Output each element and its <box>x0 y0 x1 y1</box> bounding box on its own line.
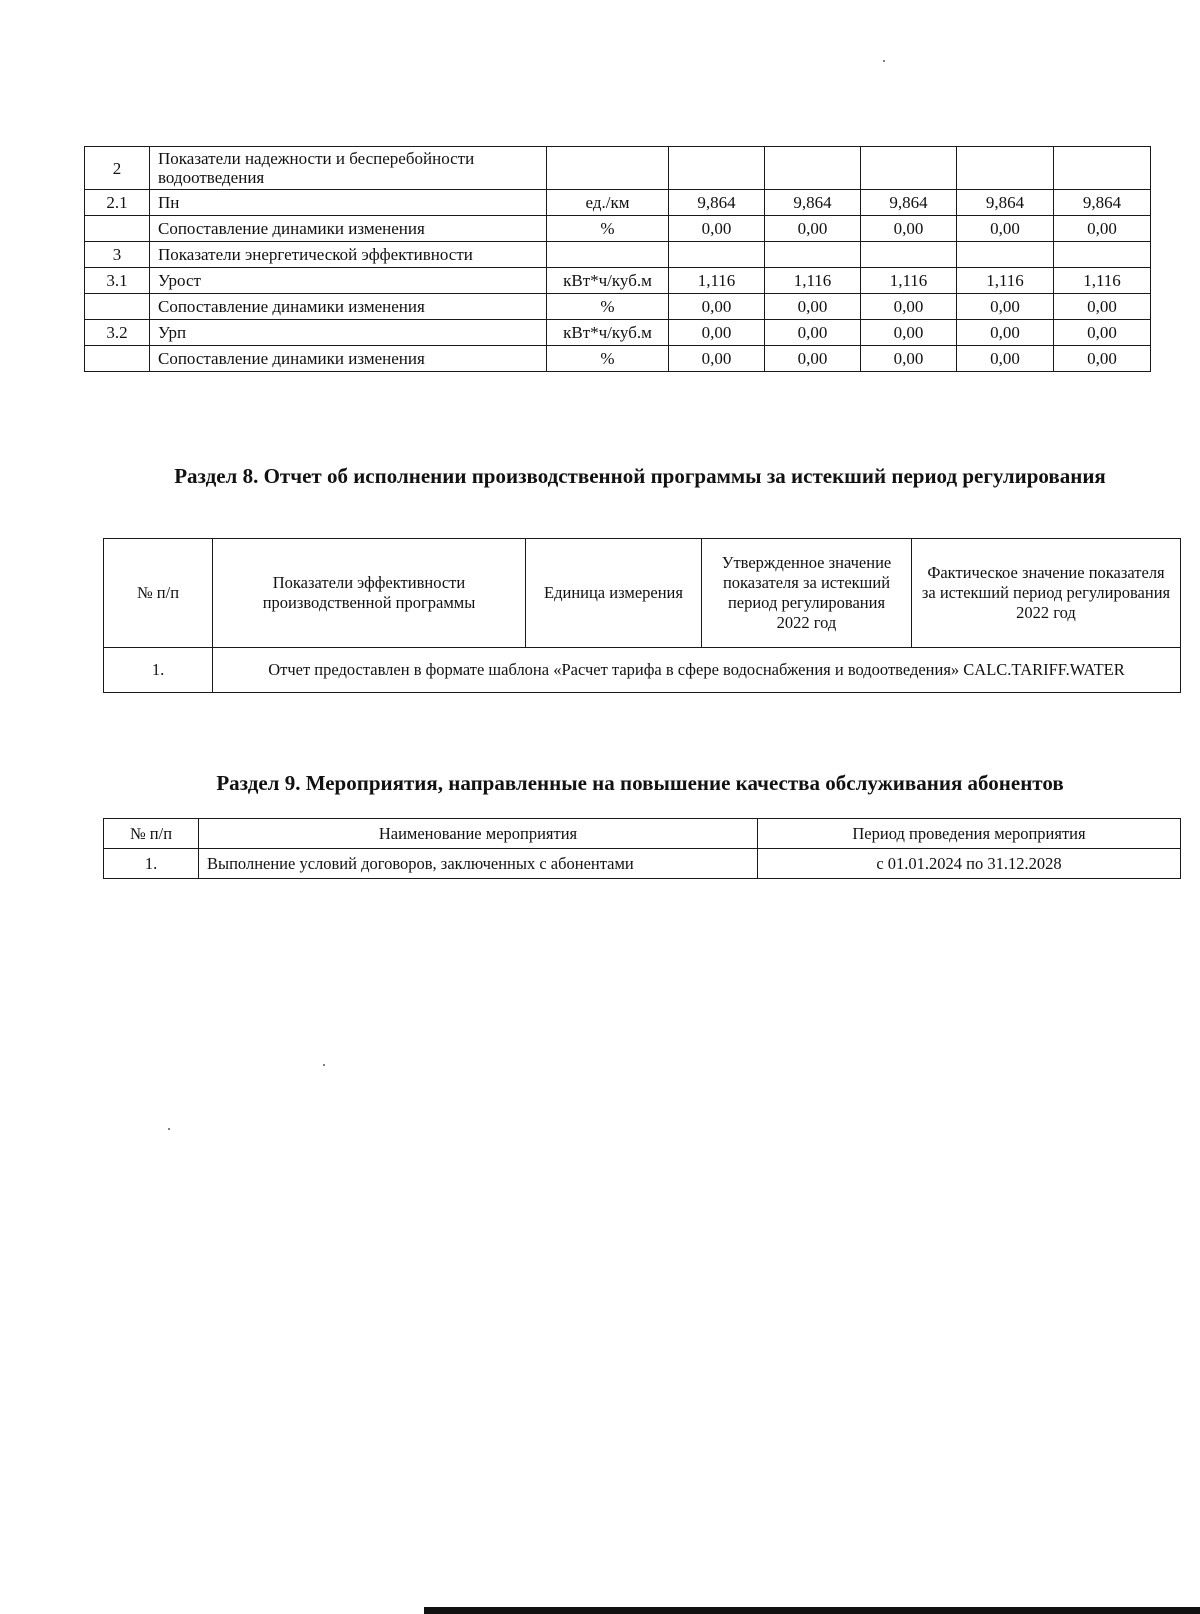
scan-edge-bar <box>424 1607 1200 1614</box>
scan-speck <box>168 1128 170 1130</box>
row-number: 3 <box>85 242 150 268</box>
header-num: № п/п <box>104 819 199 849</box>
row-name: Показатели энергетической эффективности <box>150 242 547 268</box>
table-row <box>85 190 1151 216</box>
row-name: Сопоставление динамики изменения <box>150 346 547 372</box>
row-value: 9,864 <box>861 190 957 216</box>
row-value: 1,116 <box>957 268 1054 294</box>
section-9-heading: Раздел 9. Мероприятия, направленные на повышение качества обслуживания абонентов <box>216 771 1064 795</box>
row-name: Сопоставление динамики изменения <box>150 294 547 320</box>
row-value: 0,00 <box>669 294 765 320</box>
row-number <box>85 216 150 242</box>
section-8-heading: Раздел 8. Отчет об исполнении производственной программы за истекший период регулирования <box>174 464 1106 488</box>
row-value: 1,116 <box>765 268 861 294</box>
indicators-table <box>84 146 1151 372</box>
row-name: Урост <box>150 268 547 294</box>
row-value: 0,00 <box>1054 216 1151 242</box>
row-value <box>669 147 765 190</box>
row-value: 9,864 <box>669 190 765 216</box>
row-value: 1,116 <box>1054 268 1151 294</box>
row-value <box>1054 147 1151 190</box>
table-row <box>85 320 1151 346</box>
row-value: 1,116 <box>861 268 957 294</box>
table-row <box>85 268 1151 294</box>
row-value: 0,00 <box>765 346 861 372</box>
scan-speck <box>323 1064 325 1066</box>
table-row <box>85 216 1151 242</box>
table-row <box>85 147 1151 190</box>
row-value: 0,00 <box>1054 346 1151 372</box>
row-value: 9,864 <box>957 190 1054 216</box>
row-value: 0,00 <box>1054 320 1151 346</box>
table-row <box>104 648 1181 693</box>
table-header-row <box>104 819 1181 849</box>
row-number: 2 <box>85 147 150 190</box>
row-value: 0,00 <box>765 216 861 242</box>
row-value: 0,00 <box>765 320 861 346</box>
row-value: 9,864 <box>765 190 861 216</box>
row-unit: % <box>547 294 669 320</box>
row-value: 0,00 <box>669 216 765 242</box>
report-note: Отчет предоставлен в формате шаблона «Расчет тарифа в сфере водоснабжения и водоотведения» CALC.TARIFF.WATER <box>213 648 1181 693</box>
row-value: 0,00 <box>765 294 861 320</box>
row-value: 0,00 <box>669 346 765 372</box>
row-name: Показатели надежности и бесперебойности водоотведения <box>150 147 547 190</box>
table-row <box>85 242 1151 268</box>
table-row <box>85 346 1151 372</box>
row-value: 0,00 <box>861 346 957 372</box>
row-value: 0,00 <box>669 320 765 346</box>
row-unit: кВт*ч/куб.м <box>547 320 669 346</box>
header-actual: Фактическое значение показателя за истекший период регулирования 2022 год <box>912 539 1181 648</box>
row-number <box>85 294 150 320</box>
row-number: 2.1 <box>85 190 150 216</box>
row-value: 0,00 <box>957 320 1054 346</box>
row-value: 0,00 <box>861 320 957 346</box>
row-value <box>765 242 861 268</box>
header-num: № п/п <box>104 539 213 648</box>
row-number: 3.1 <box>85 268 150 294</box>
row-value <box>861 242 957 268</box>
row-value <box>861 147 957 190</box>
row-number <box>85 346 150 372</box>
row-value <box>957 147 1054 190</box>
header-unit: Единица измерения <box>526 539 702 648</box>
row-name: Урп <box>150 320 547 346</box>
header-measure-name: Наименование мероприятия <box>199 819 758 849</box>
measure-period: с 01.01.2024 по 31.12.2028 <box>758 849 1181 879</box>
row-value: 0,00 <box>861 216 957 242</box>
production-program-report-table <box>103 538 1181 693</box>
table-header-row <box>104 539 1181 648</box>
row-name: Сопоставление динамики изменения <box>150 216 547 242</box>
row-value: 0,00 <box>861 294 957 320</box>
row-value <box>765 147 861 190</box>
row-unit: % <box>547 346 669 372</box>
row-unit <box>547 147 669 190</box>
row-unit: % <box>547 216 669 242</box>
row-unit: кВт*ч/куб.м <box>547 268 669 294</box>
row-value: 0,00 <box>1054 294 1151 320</box>
row-number: 1. <box>104 648 213 693</box>
row-number: 1. <box>104 849 199 879</box>
row-value <box>1054 242 1151 268</box>
row-value <box>957 242 1054 268</box>
row-value: 0,00 <box>957 346 1054 372</box>
header-approved: Утвержденное значение показателя за истекший период регулирования 2022 год <box>702 539 912 648</box>
row-value <box>669 242 765 268</box>
table-row <box>85 294 1151 320</box>
header-indicators: Показатели эффективности производственной программы <box>213 539 526 648</box>
table-row <box>104 849 1181 879</box>
header-period: Период проведения мероприятия <box>758 819 1181 849</box>
row-value: 0,00 <box>957 294 1054 320</box>
row-unit <box>547 242 669 268</box>
row-name: Пн <box>150 190 547 216</box>
service-quality-measures-table <box>103 818 1181 879</box>
measure-name: Выполнение условий договоров, заключенных с абонентами <box>199 849 758 879</box>
row-unit: ед./км <box>547 190 669 216</box>
row-number: 3.2 <box>85 320 150 346</box>
row-value: 1,116 <box>669 268 765 294</box>
scan-speck <box>883 60 885 62</box>
row-value: 9,864 <box>1054 190 1151 216</box>
row-value: 0,00 <box>957 216 1054 242</box>
